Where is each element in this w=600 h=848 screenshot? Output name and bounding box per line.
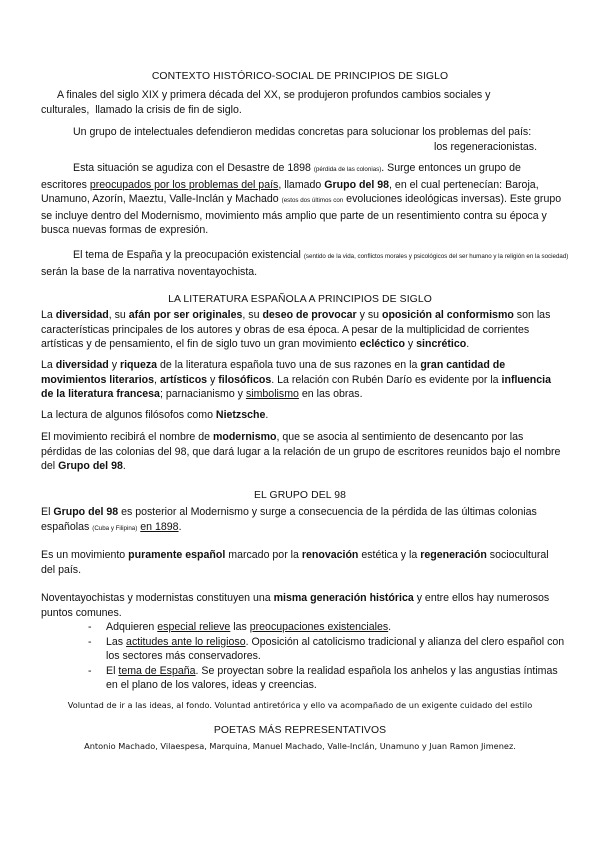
features-list — [88, 620, 566, 693]
paragraph-context-3: Esta situación se agudiza con el Desastre de 1898 (pérdida de las colonias). Surge entonces un grupo de escritores preocupados por los problemas del país, llamado Grupo del 98, en el cual pertenecían: Baroja, Unamuno, Azorín, Maeztu, Valle-Inclán y Machado (estos dos últimos con evoluciones ideológicas inversas). Este grupo se incluye dentro del Modernismo, movimiento más amplio que parte de un resentimiento contra su época y busca nuevas formas de expresión. — [41, 162, 562, 237]
paragraph-literature-1: La diversidad, su afán por ser originales, su deseo de provocar y su oposición al conformismo son las características principales de los autores y obras de esa época. A pesar de la multiplicidad de corrientes artísticas y de pensamiento, el fin de siglo tuvo un gran movimiento ecléctico y sincrético. — [41, 309, 551, 351]
list-item: - El tema de España. Se proyectan sobre la realidad española los anhelos y las angustias íntimas en el plano de los valores, ideas y creencias. — [88, 664, 558, 692]
paragraph-literature-3: La lectura de algunos filósofos como Nietzsche. — [41, 409, 269, 421]
section-title-poets: POETAS MÁS REPRESENTATIVOS — [213, 725, 387, 736]
section-title-literature: LA LITERATURA ESPAÑOLA A PRINCIPIOS DE SIGLO — [168, 294, 432, 305]
list-item: - Adquieren especial relieve las preocupaciones existenciales. — [88, 621, 392, 633]
paragraph-literature-2: La diversidad y riqueza de la literatura española tuvo una de sus razones en la gran cantidad de movimientos literarios, artísticos y filosóficos. La relación con Rubén Darío es evidente por la influencia de la literatura francesa; parnacianismo y simbolismo en las obras. — [41, 359, 551, 401]
paragraph-group98-1: El Grupo del 98 es posterior al Modernismo y surge a consecuencia de la pérdida de las últimas colonias españolas (Cuba y Filipina) en 1898. — [41, 506, 537, 533]
section-title-context: CONTEXTO HISTÓRICO-SOCIAL DE PRINCIPIOS DE SIGLO — [151, 71, 449, 82]
list-item: - Las actitudes ante lo religioso. Oposición al catolicismo tradicional y alianza del clero español con los sectores más conservadores. — [88, 635, 565, 663]
style-note: Voluntad de ir a las ideas, al fondo. Voluntad antiretórica y ello va acompañado de un exigente cuidado del estilo — [67, 700, 533, 710]
paragraph-context-1: A finales del siglo XIX y primera década del XX, se produjeron profundos cambios sociales y culturales, llamado la crisis de fin de siglo. — [41, 89, 491, 116]
section-title-group98: EL GRUPO DEL 98 — [254, 490, 346, 501]
paragraph-group98-2: Es un movimiento puramente español marcado por la renovación estética y la regeneración sociocultural del país. — [41, 549, 549, 576]
underlined-phrase: preocupados por los problemas del país — [89, 178, 279, 191]
paragraph-literature-4: El movimiento recibirá el nombre de modernismo, que se asocia al sentimiento de desencanto por las pérdidas de las colonias del 98, que dará lugar a la relación de un grupo de escritores reunidos bajo el nombre del Grupo del 98. — [41, 431, 561, 473]
poets-list: Antonio Machado, Vilaespesa, Marquina, Manuel Machado, Valle-Inclán, Unamuno y Juan Ramon Jimenez. — [84, 741, 516, 751]
paragraph-context-2: Un grupo de intelectuales defendieron medidas concretas para solucionar los problemas del país: los regeneracionistas. — [73, 126, 538, 153]
paragraph-group98-3: Noventayochistas y modernistas constituyen una misma generación histórica y entre ellos hay numerosos puntos comunes. — [41, 592, 550, 619]
paragraph-context-4: El tema de España y la preocupación existencial (sentido de la vida, conflictos morales y psicológicos del ser humano y la religión en la sociedad) serán la base de la narrativa noventayochista. — [41, 249, 569, 278]
